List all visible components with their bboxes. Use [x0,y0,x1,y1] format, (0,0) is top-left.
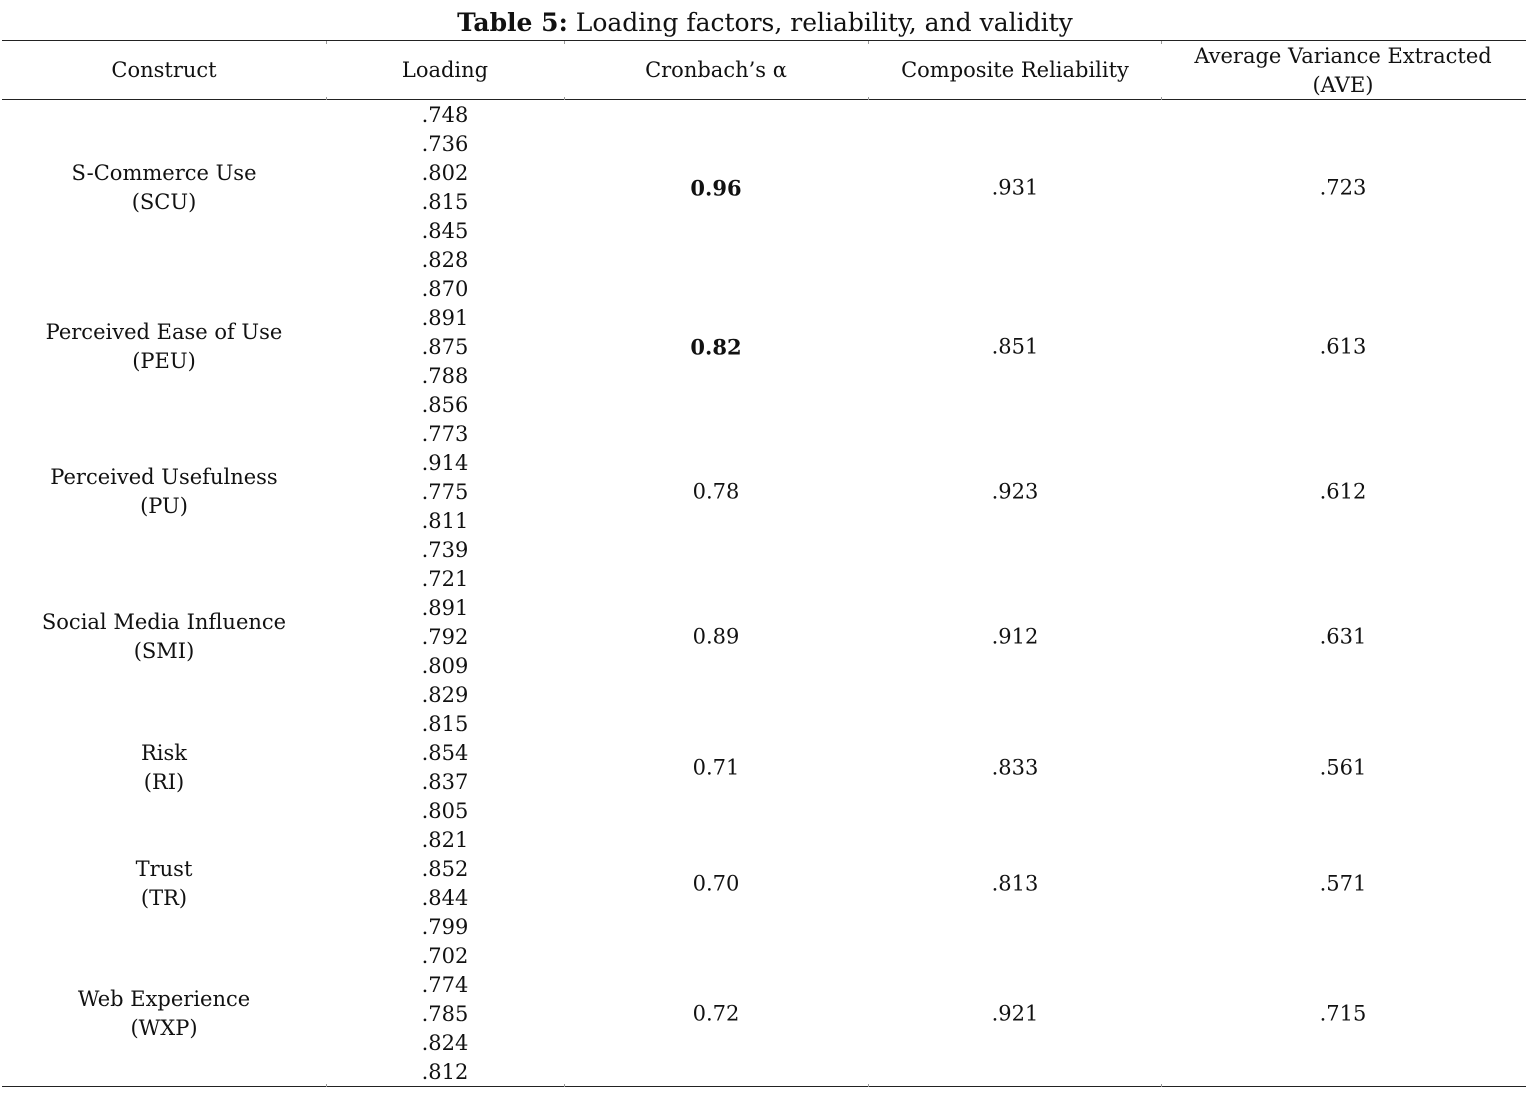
loading-value: .739 [421,538,469,562]
loading-value: .805 [421,799,469,823]
loading-value: .809 [421,654,469,678]
column-tick [1161,41,1162,44]
caption-text: Loading factors, reliability, and validity [567,8,1073,37]
loading-value: .702 [421,944,469,968]
loading-values [422,101,469,1087]
column-tick [868,97,869,100]
alpha-value: 0.78 [692,479,740,504]
loading-value: .875 [421,335,469,359]
ave-value: .613 [1319,334,1367,359]
loading-value: .891 [421,596,469,620]
header-construct: Construct [111,58,217,82]
loading-value: .837 [421,770,469,794]
column-tick [868,1084,869,1087]
loading-value: .821 [421,828,469,852]
loading-value: .785 [421,1002,469,1026]
construct-cell [78,985,250,1043]
loading-value: .914 [421,451,469,475]
construct-abbr: (TR) [140,886,188,910]
loading-value: .812 [421,1060,469,1084]
header-ave-line2: (AVE) [1312,73,1374,97]
construct-name: Perceived Usefulness [50,465,278,489]
loading-value: .828 [421,248,469,272]
cr-value: .931 [991,175,1039,200]
loading-value: .891 [421,306,469,330]
cr-value: .923 [991,479,1039,504]
loading-value: .870 [421,277,469,301]
alpha-value: 0.71 [692,755,740,780]
header-loading: Loading [401,58,489,82]
alpha-value: 0.82 [690,334,742,360]
loading-value: .854 [421,741,469,765]
top-rule [2,40,1526,41]
caption-label: Table 5: [457,8,568,37]
cr-value: .912 [991,624,1039,649]
construct-name: Social Media Influence [41,610,287,634]
ave-value: .715 [1319,1001,1367,1026]
construct-abbr: (WXP) [130,1016,198,1040]
loading-value: .748 [421,103,469,127]
column-tick [564,41,565,44]
column-tick [326,1084,327,1087]
ave-value: .612 [1319,479,1367,504]
construct-cell [46,318,283,376]
header-composite-reliability: Composite Reliability [901,58,1129,82]
column-tick [564,97,565,100]
construct-cell [42,608,286,666]
loading-value: .829 [421,683,469,707]
cr-value: .921 [991,1001,1039,1026]
ave-value: .723 [1319,175,1367,200]
construct-name: Trust [135,857,193,881]
construct-cell [136,855,193,913]
loading-value: .802 [421,161,469,185]
loading-value: .721 [421,567,469,591]
column-tick [326,97,327,100]
header-ave-line1: Average Variance Extracted [1194,44,1492,68]
construct-abbr: (PU) [140,494,188,518]
loading-value: .775 [421,480,469,504]
loading-value: .811 [421,509,469,533]
loading-value: .774 [421,973,469,997]
construct-cell [141,739,187,797]
loading-value: .736 [421,132,469,156]
alpha-value: 0.72 [692,1001,740,1026]
header-cronbach-alpha: Cronbach’s α [645,58,787,82]
bottom-rule [2,1086,1526,1087]
construct-name: Risk [140,741,188,765]
loading-value: .773 [421,422,469,446]
alpha-value: 0.89 [692,624,740,649]
ave-value: .571 [1319,871,1367,896]
loading-value: .856 [421,393,469,417]
column-tick [564,1084,565,1087]
construct-abbr: (SMI) [133,639,195,663]
ave-value: .561 [1319,755,1367,780]
loading-value: .815 [421,712,469,736]
loading-value: .824 [421,1031,469,1055]
construct-abbr: (PEU) [132,349,196,373]
construct-cell [50,463,277,521]
loading-value: .788 [421,364,469,388]
cr-value: .813 [991,871,1039,896]
loading-value: .792 [421,625,469,649]
construct-name: S-Commerce Use [71,161,257,185]
construct-abbr: (SCU) [131,190,197,214]
cr-value: .851 [991,334,1039,359]
column-tick [326,41,327,44]
loading-value: .844 [421,886,469,910]
construct-abbr: (RI) [143,770,185,794]
column-tick [868,41,869,44]
loading-value: .845 [421,219,469,243]
cr-value: .833 [991,755,1039,780]
alpha-value: 0.96 [690,175,742,201]
column-tick [1161,1084,1162,1087]
header-ave [1194,42,1491,100]
construct-cell [71,159,256,217]
loading-value: .852 [421,857,469,881]
construct-name: Web Experience [77,987,251,1011]
table-caption [0,6,1530,40]
ave-value: .631 [1319,624,1367,649]
loading-value: .799 [421,915,469,939]
construct-name: Perceived Ease of Use [45,320,283,344]
loading-value: .815 [421,190,469,214]
alpha-value: 0.70 [692,871,740,896]
column-tick [1161,97,1162,100]
